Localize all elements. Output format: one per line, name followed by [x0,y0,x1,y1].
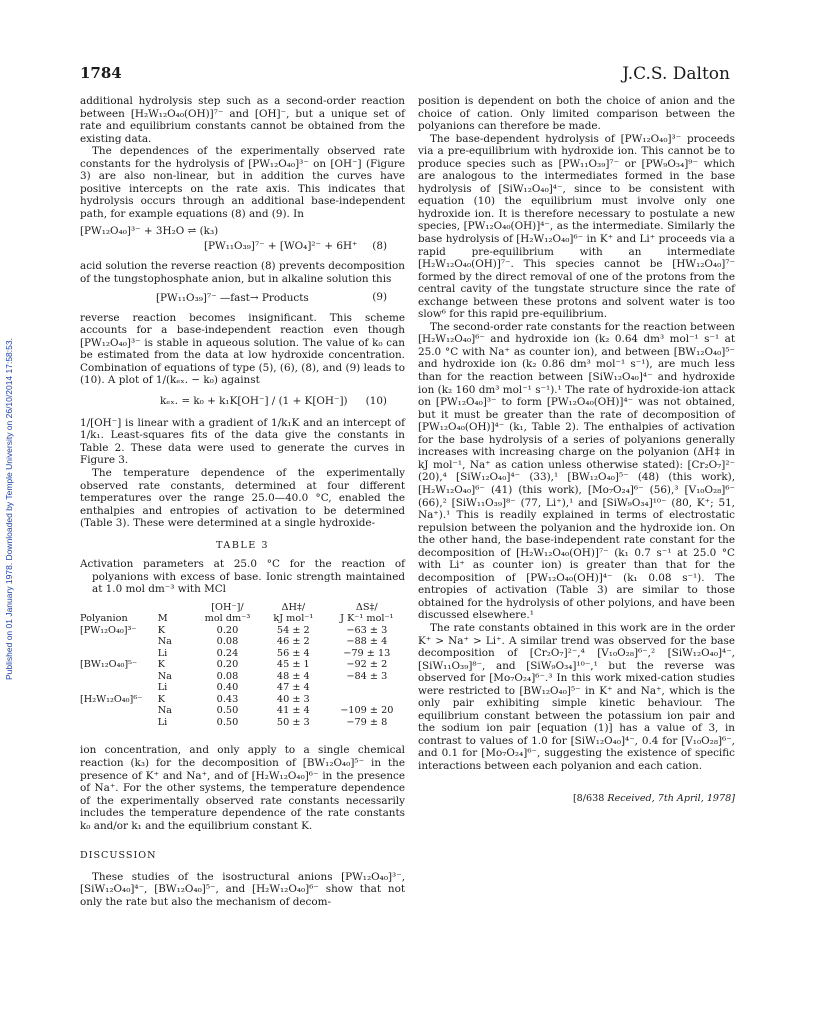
equation-8 [80,223,405,257]
table-cell-m: Li [157,682,168,694]
left-column [80,95,405,908]
download-watermark[interactable]: Published on 01 January 1978. Downloaded by Temple University on 26/10/2014 17:58:53. [4,338,14,680]
table-cell-oh: 0.20 [216,659,239,671]
table-header-row [80,613,405,625]
equation-10-body: kₑₓ. = k₀ + k₁K[OH⁻] / (1 + K[OH⁻]) [160,394,348,407]
col-header-oh-unit: mol dm⁻³ [204,613,251,625]
table-body [80,625,405,729]
table-cell-dh: 47 ± 4 [276,682,310,694]
table-cell-dh: 45 ± 1 [276,659,310,671]
paragraph: These studies of the isostructural anions [PW₁₂O₄₀]³⁻, [SiW₁₂O₄₀]⁴⁻, [BW₁₂O₄₀]⁵⁻, and [H₂W₁₂O₄₀]⁶⁻ show that not only the rate but also the mechanism of decom- [80,870,405,908]
table-cell-oh: 0.50 [216,705,239,717]
page-number: 1784 [80,64,122,82]
table-cell-m: Li [157,716,168,728]
col-header-ds-unit: J K⁻¹ mol⁻¹ [340,613,394,625]
table-cell-m: K [157,624,165,636]
paragraph: The dependences of the experimentally observed rate constants for the hydrolysis of [PW₁₂O₄₀]³⁻ on [OH⁻] (Figure 3) are also non-linear, but in addition the curves have positive intercepts on the rate axis. This indicates that hydrolysis occurs through an additional base-independent path, for example equations (8) and (9). In [80,145,405,220]
table-cell-poly: [H₂W₁₂O₄₀]⁶⁻ [80,693,143,705]
table-row [80,625,405,637]
table-cell-poly: [BW₁₂O₄₀]⁵⁻ [80,659,138,671]
equation-number: (10) [365,394,387,407]
table-cell-oh: 0.50 [216,716,239,728]
table-cell-m: Na [157,670,172,682]
equation-9 [80,289,405,309]
table-cell-dh: 40 ± 3 [276,693,310,705]
received-date: Received, 7th April, 1978] [607,792,735,804]
paragraph: position is dependent on both the choice of anion and the choice of cation. Only limited comparison between the polyanions can therefore be made. [418,95,735,133]
col-header-oh: [OH⁻]/ [211,601,244,613]
journal-title: J.C.S. Dalton [622,64,730,84]
col-header [80,602,154,614]
col-header-dh-unit: kJ mol⁻¹ [273,613,314,625]
table-cell-dh: 48 ± 4 [276,670,310,682]
table-cell-oh: 0.20 [216,624,239,636]
table-row [80,636,405,648]
table-cell-ds: −88 ± 4 [346,636,388,648]
table-caption: Activation parameters at 25.0 °C for the reaction of polyanions with excess of base. Ionic strength maintained at 1.0 mol dm⁻³ with MCl [80,558,405,596]
table-cell-ds: −92 ± 2 [346,659,388,671]
table-cell-dh: 41 ± 4 [276,705,310,717]
table-title: TABLE 3 [216,539,269,551]
table-cell-oh: 0.43 [216,693,239,705]
manuscript-ref: [8/638 [572,792,605,804]
col-header-polyanion: Polyanion [80,613,128,625]
table-row [80,705,405,717]
table-cell-dh: 54 ± 2 [276,624,310,636]
table-cell-poly [80,682,154,694]
table-cell-oh: 0.08 [216,636,239,648]
activation-table [80,602,405,729]
paragraph: The rate constants obtained in this work are in the order K⁺ > Na⁺ > Li⁺. A similar trend was observed for the base decomposition of [Cr₂O₇]²⁻,⁴ [V₁₀O₂₈]⁶⁻,² [SiW₁₂O₄₀]⁴⁻, [SiW₁₁O₃₉]⁸⁻, and [SiW₉O₃₄]¹⁰⁻,¹ but the reverse was observed for [Mo₇O₂₄]⁶⁻.³ In this work mixed-cation studies were restricted to [BW₁₂O₄₀]⁵⁻ in K⁺ and Na⁺, which is the only pair exhibiting simple kinetic behaviour. The equilibrium constant between the potassium ion pair and the sodium ion pair [equation (1)] has a value of 3, in contrast to values of 1.0 for [SiW₁₂O₄₀]⁴⁻, 0.4 for [V₁₀O₂₈]⁶⁻, and 0.1 for [Mo₇O₂₄]⁶⁻, suggesting the existence of specific interactions between each polyanion and each cation. [418,621,735,772]
equation-number: (8) [372,240,387,253]
table-cell-ds: −79 ± 13 [343,647,391,659]
section-heading: DISCUSSION [80,850,157,862]
table-header-row [80,602,405,614]
table-row [80,648,405,660]
table-cell-m: K [157,693,165,705]
paragraph: The temperature dependence of the experimentally observed rate constants, determined at four different temperatures over the range 25.0—40.0 °C, enabled the enthalpies and entropies of activation to be determined (Table 3). These were determined at a single hydroxide- [80,467,405,530]
equation-number: (9) [372,290,387,303]
table-cell-ds: −63 ± 3 [346,624,388,636]
received-line [418,793,735,806]
col-header [154,602,197,614]
paragraph: acid solution the reverse reaction (8) prevents decomposition of the tungstophosphate anion, but in alkaline solution this [80,260,405,286]
table-row [80,694,405,706]
paragraph: reverse reaction becomes insignificant. This scheme accounts for a base-independent reaction even though [PW₁₂O₄₀]³⁻ is stable in aqueous solution. The value of k₀ can be estimated from the data at low hydroxide concentration. Combination of equations of type (5), (6), (8), and (9) leads to (10). A plot of 1/(kₑₓ. − k₀) against [80,311,405,387]
table-cell-oh: 0.24 [216,647,239,659]
col-header-ds: ΔS‡/ [355,601,378,613]
right-column [418,95,735,805]
equation-9-body: [PW₁₁O₃₉]⁷⁻ —fast→ Products [156,291,309,304]
table-cell-ds: −109 ± 20 [340,705,394,717]
paragraph: The base-dependent hydrolysis of [PW₁₂O₄₀]³⁻ proceeds via a pre-equilibrium with hydroxide ion. This cannot be to produce species such as [PW₁₁O₃₉]⁷⁻ or [PW₉O₃₄]⁹⁻ which are analogous to the intermediates formed in the base hydrolysis of [SiW₁₂O₄₀]⁴⁻, since to be consistent with equation (10) the equilibrium must involve only one hydroxide ion. It is therefore necessary to postulate a new species, [PW₁₂O₄₀(OH)]⁴⁻, as the intermediate. Similarly the base hydrolysis of [H₂W₁₂O₄₀]⁶⁻ in K⁺ and Li⁺ proceeds via a rapid pre-equilibrium with an intermediate [H₂W₁₂O₄₀(OH)]⁷⁻. This species cannot be [HW₁₂O₄₀]⁷⁻ formed by the direct removal of one of the protons from the central cavity of the tungstate structure since the rate of exchange between these protons and solvent water is too slow⁶ for this rapid pre-equilibrium. [418,132,735,321]
table-row [80,671,405,683]
table-cell-poly: [PW₁₂O₄₀]³⁻ [80,624,137,636]
table-cell-ds [329,682,405,694]
table-cell-m: Na [157,705,172,717]
table-cell-poly [80,671,154,683]
paragraph: ion concentration, and only apply to a single chemical reaction (k₃) for the decomposition of [BW₁₂O₄₀]⁵⁻ in the presence of K⁺ and Na⁺, and of [H₂W₁₂O₄₀]⁶⁻ in the presence of Na⁺. For the other systems, the temperature dependence of the experimentally observed rate constants necessarily includes the temperature dependence of the rate constants k₀ and/or k₁ and the equilibrium constant K. [80,744,405,832]
table-cell-m: K [157,659,165,671]
table-cell-ds: −79 ± 8 [346,716,388,728]
table-cell-poly [80,636,154,648]
equation-8-rhs: [PW₁₁O₃₉]⁷⁻ + [WO₄]²⁻ + 6H⁺ [204,240,358,253]
table-cell-poly [80,705,154,717]
table-cell-dh: 50 ± 3 [276,716,310,728]
table-cell-dh: 46 ± 2 [276,636,310,648]
table-cell-poly [80,717,154,729]
table-row [80,717,405,729]
table-row [80,659,405,671]
table-cell-oh: 0.40 [216,682,239,694]
table-cell-m: Li [157,647,168,659]
equation-8-lhs: [PW₁₂O₄₀]³⁻ + 3H₂O ⇌ (k₃) [80,225,219,238]
table-cell-poly [80,648,154,660]
paragraph: additional hydrolysis step such as a second-order reaction between [H₂W₁₂O₄₀(OH)]⁷⁻ and [OH]⁻, but a unique set of rate and equilibrium constants cannot be obtained from the existing data. [80,95,405,145]
paragraph: The second-order rate constants for the reaction between [H₂W₁₂O₄₀]⁶⁻ and hydroxide ion (k₂ 0.64 dm³ mol⁻¹ s⁻¹ at 25.0 °C with Na⁺ as counter ion), and between [BW₁₂O₄₀]⁵⁻ and hydroxide ion (k₂ 0.86 dm³ mol⁻¹ s⁻¹), are much less than for the reaction between [SiW₁₂O₄₀]⁴⁻ and hydroxide ion (k₂ 160 dm³ mol⁻¹ s⁻¹).¹ The rate of hydroxide-ion attack on [PW₁₂O₄₀]³⁻ to form [PW₁₂O₄₀(OH)]⁴⁻ was not obtained, but it must be greater than the rate of decomposition of [PW₁₂O₄₀(OH)]⁴⁻ (k₁, Table 2). The enthalpies of activation for the base hydrolysis of a series of polyanions generally increases with increasing charge on the polyanion (ΔH‡ in kJ mol⁻¹, Na⁺ as cation unless otherwise stated): [Cr₂O₇]²⁻ (20),⁴ [SiW₁₂O₄₀]⁴⁻ (33),¹ [BW₁₂O₄₀]⁵⁻ (48) (this work), [H₂W₁₂O₄₀]⁶⁻ (41) (this work), [Mo₇O₂₄]⁶⁻ (56),³ [V₁₀O₂₈]⁶⁻ (66),² [SiW₁₁O₃₉]⁸⁻ (77, Li⁺),¹ and [SiW₉O₃₄]¹⁰⁻ (80, K⁺; 51, Na⁺).¹ This is readily explained in terms of electrostatic repulsion between the polyanion and the hydroxide ion. On the other hand, the base-independent rate constant for the decomposition of [H₂W₁₂O₄₀(OH)]⁷⁻ (k₁ 0.7 s⁻¹ at 25.0 °C with Li⁺ as counter ion) is greater than that for the decomposition of [PW₁₂O₄₀(OH)]⁴⁻ (k₁ 0.08 s⁻¹). The entropies of activation (Table 3) are similar to those obtained for the hydrolysis of other polyions, and have been discussed elsewhere.¹ [418,320,735,622]
col-header-m: M [157,613,168,625]
col-header-dh: ΔH‡/ [281,601,306,613]
equation-10 [80,390,405,414]
table-cell-m: Na [157,636,172,648]
table-cell-dh: 56 ± 4 [276,647,310,659]
table-row [80,682,405,694]
table-cell-ds [329,694,405,706]
table-cell-oh: 0.08 [216,670,239,682]
paragraph: 1/[OH⁻] is linear with a gradient of 1/k₁K and an intercept of 1/k₁. Least-squares fits of the data give the constants in Table 2. These data were used to generate the curves in Figure 3. [80,416,405,467]
table-cell-ds: −84 ± 3 [346,670,388,682]
